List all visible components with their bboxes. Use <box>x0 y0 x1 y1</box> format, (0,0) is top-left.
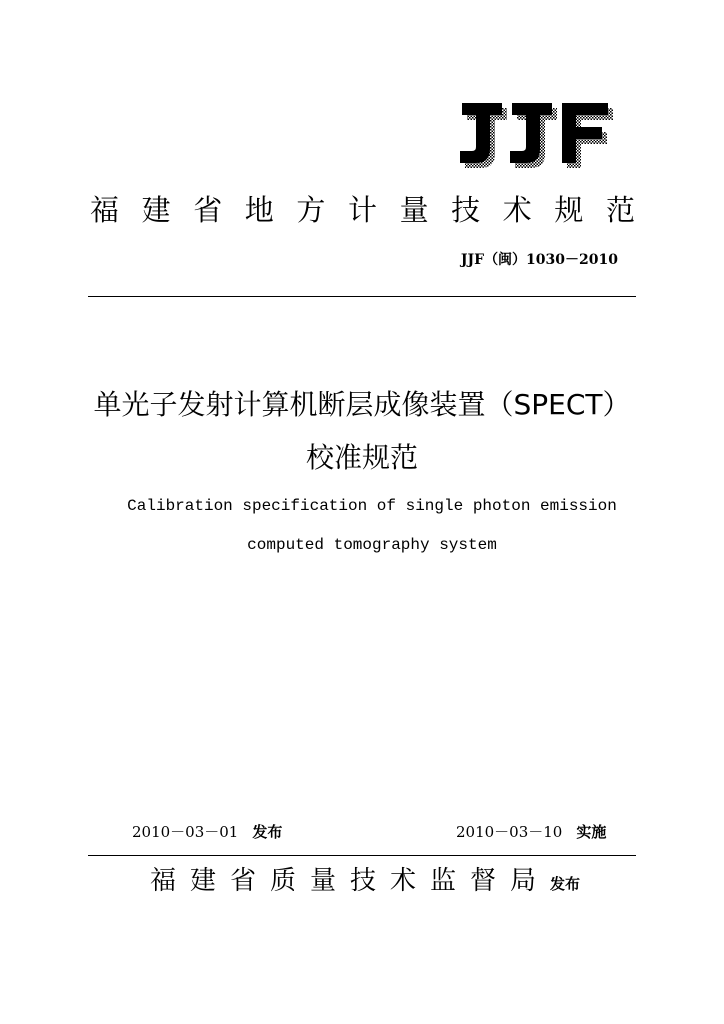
series-char: 计 <box>347 193 377 227</box>
implement-date-line <box>456 820 606 844</box>
standard-code: JJF（闽）1030－2010 <box>460 252 618 268</box>
jjf-logo <box>458 103 614 169</box>
series-char: 地 <box>244 193 274 227</box>
series-char: 范 <box>605 193 635 227</box>
top-divider <box>88 296 636 297</box>
series-title <box>90 190 635 230</box>
series-char: 量 <box>399 193 429 227</box>
series-char: 术 <box>502 193 532 227</box>
series-char: 规 <box>554 193 584 227</box>
implement-date: 2010－03－10 <box>456 823 563 841</box>
logo-text: JJF <box>458 103 460 104</box>
title-chinese-line1: 单光子发射计算机断层成像装置（SPECT） <box>93 388 631 421</box>
title-chinese-line2: 校准规范 <box>305 441 418 474</box>
title-english-line2: computed tomography system <box>247 536 497 554</box>
bottom-divider <box>88 855 636 856</box>
series-char: 福 <box>90 193 120 227</box>
series-char: 技 <box>451 193 481 227</box>
series-char: 建 <box>141 193 171 227</box>
issuer-line <box>150 863 620 899</box>
issue-date: 2010－03－01 <box>132 823 239 841</box>
issuer-suffix: 发布 <box>550 875 581 893</box>
implement-label: 实施 <box>576 823 607 841</box>
series-char: 省 <box>193 193 223 227</box>
title-english-line1: Calibration specification of single photon emission <box>127 497 617 515</box>
issuer-name: 福建省质量技术监督局 <box>150 866 551 896</box>
issue-date-line <box>132 820 282 844</box>
issue-label: 发布 <box>252 823 283 841</box>
series-char: 方 <box>296 193 326 227</box>
